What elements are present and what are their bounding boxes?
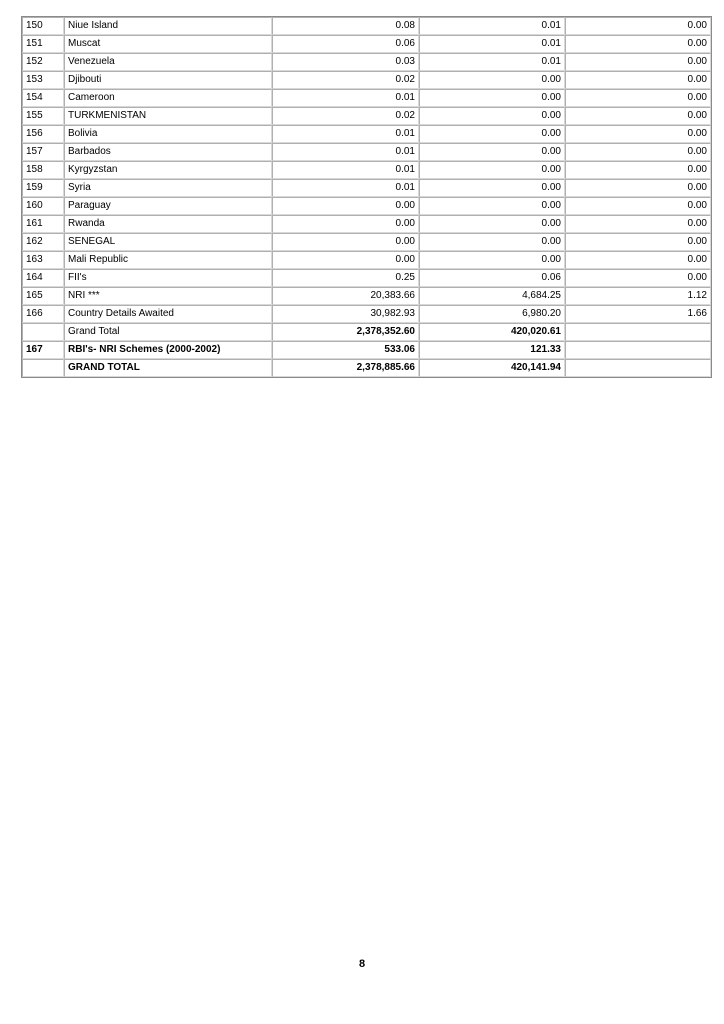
row-country-name: Syria	[64, 179, 272, 197]
row-serial-number: 165	[22, 287, 64, 305]
table-row	[22, 71, 711, 89]
row-country-name: NRI ***	[64, 287, 272, 305]
table-row	[22, 53, 711, 71]
row-country-name: FII's	[64, 269, 272, 287]
row-serial-number: 162	[22, 233, 64, 251]
row-value-1: 0.02	[272, 71, 419, 89]
row-value-1: 0.25	[272, 269, 419, 287]
table-row	[22, 215, 711, 233]
row-value-2: 0.00	[419, 197, 565, 215]
row-value-3: 0.00	[565, 107, 711, 125]
row-value-3: 1.66	[565, 305, 711, 323]
table-row	[22, 35, 711, 53]
table-body	[22, 17, 711, 377]
row-country-name: Country Details Awaited	[64, 305, 272, 323]
table-row	[22, 287, 711, 305]
row-value-1: 0.02	[272, 107, 419, 125]
table-row	[22, 89, 711, 107]
row-value-2: 0.00	[419, 233, 565, 251]
row-serial-number: 156	[22, 125, 64, 143]
row-value-3: 0.00	[565, 251, 711, 269]
table-row	[22, 125, 711, 143]
row-serial-number: 153	[22, 71, 64, 89]
row-value-2: 121.33	[419, 341, 565, 359]
row-value-1: 0.01	[272, 161, 419, 179]
row-value-3: 0.00	[565, 233, 711, 251]
row-serial-number: 161	[22, 215, 64, 233]
row-value-1: 2,378,885.66	[272, 359, 419, 377]
row-value-3: 0.00	[565, 53, 711, 71]
row-serial-number: 159	[22, 179, 64, 197]
row-serial-number	[22, 359, 64, 377]
table-row	[22, 323, 711, 341]
table-row	[22, 107, 711, 125]
table-row	[22, 269, 711, 287]
row-country-name: Rwanda	[64, 215, 272, 233]
row-country-name: Djibouti	[64, 71, 272, 89]
row-value-1: 2,378,352.60	[272, 323, 419, 341]
page-number: 8	[358, 958, 366, 970]
row-value-3: 0.00	[565, 143, 711, 161]
row-serial-number: 166	[22, 305, 64, 323]
row-value-2: 420,141.94	[419, 359, 565, 377]
data-table	[21, 16, 712, 378]
row-country-name: Niue Island	[64, 17, 272, 35]
row-value-2: 0.00	[419, 179, 565, 197]
row-value-3: 0.00	[565, 35, 711, 53]
row-value-3: 0.00	[565, 71, 711, 89]
row-value-1: 0.00	[272, 233, 419, 251]
table-row	[22, 233, 711, 251]
row-country-name: Grand Total	[64, 323, 272, 341]
row-serial-number: 155	[22, 107, 64, 125]
row-value-2: 0.00	[419, 251, 565, 269]
table-row	[22, 143, 711, 161]
row-value-1: 533.06	[272, 341, 419, 359]
row-value-3	[565, 323, 711, 341]
table-row	[22, 179, 711, 197]
row-value-3	[565, 359, 711, 377]
row-value-2: 0.00	[419, 107, 565, 125]
row-value-2: 0.00	[419, 125, 565, 143]
row-serial-number: 164	[22, 269, 64, 287]
row-country-name: TURKMENISTAN	[64, 107, 272, 125]
row-value-1: 0.00	[272, 251, 419, 269]
row-value-1: 0.01	[272, 125, 419, 143]
row-country-name: SENEGAL	[64, 233, 272, 251]
row-serial-number: 167	[22, 341, 64, 359]
row-country-name: Barbados	[64, 143, 272, 161]
row-country-name: GRAND TOTAL	[64, 359, 272, 377]
row-country-name: Bolivia	[64, 125, 272, 143]
row-serial-number: 158	[22, 161, 64, 179]
row-country-name: Venezuela	[64, 53, 272, 71]
row-value-1: 0.01	[272, 89, 419, 107]
row-value-3: 0.00	[565, 197, 711, 215]
row-value-3: 0.00	[565, 269, 711, 287]
row-value-1: 30,982.93	[272, 305, 419, 323]
row-country-name: Cameroon	[64, 89, 272, 107]
row-value-2: 0.01	[419, 53, 565, 71]
row-value-2: 0.01	[419, 35, 565, 53]
table-row	[22, 305, 711, 323]
row-serial-number: 160	[22, 197, 64, 215]
row-country-name: Muscat	[64, 35, 272, 53]
row-value-3: 0.00	[565, 179, 711, 197]
table-row	[22, 341, 711, 359]
row-country-name: Mali Republic	[64, 251, 272, 269]
row-value-3: 0.00	[565, 17, 711, 35]
row-value-3: 1.12	[565, 287, 711, 305]
row-value-1: 0.01	[272, 179, 419, 197]
row-value-2: 4,684.25	[419, 287, 565, 305]
row-value-2: 0.06	[419, 269, 565, 287]
row-value-1: 20,383.66	[272, 287, 419, 305]
row-value-2: 0.01	[419, 17, 565, 35]
row-value-2: 0.00	[419, 89, 565, 107]
table-row	[22, 17, 711, 35]
row-serial-number: 152	[22, 53, 64, 71]
row-value-2: 0.00	[419, 161, 565, 179]
row-value-3: 0.00	[565, 125, 711, 143]
row-value-3: 0.00	[565, 161, 711, 179]
row-country-name: Kyrgyzstan	[64, 161, 272, 179]
table-row	[22, 359, 711, 377]
row-country-name: Paraguay	[64, 197, 272, 215]
row-serial-number	[22, 323, 64, 341]
row-value-1: 0.06	[272, 35, 419, 53]
table-row	[22, 251, 711, 269]
table-row	[22, 197, 711, 215]
table-row	[22, 161, 711, 179]
row-serial-number: 151	[22, 35, 64, 53]
row-value-3	[565, 341, 711, 359]
row-value-1: 0.00	[272, 197, 419, 215]
row-value-1: 0.00	[272, 215, 419, 233]
row-value-3: 0.00	[565, 89, 711, 107]
row-value-2: 0.00	[419, 215, 565, 233]
row-serial-number: 157	[22, 143, 64, 161]
row-country-name: RBI's- NRI Schemes (2000-2002)	[64, 341, 272, 359]
row-serial-number: 150	[22, 17, 64, 35]
row-value-2: 0.00	[419, 143, 565, 161]
row-value-2: 0.00	[419, 71, 565, 89]
row-value-2: 420,020.61	[419, 323, 565, 341]
row-value-1: 0.01	[272, 143, 419, 161]
row-serial-number: 163	[22, 251, 64, 269]
row-value-3: 0.00	[565, 215, 711, 233]
row-value-2: 6,980.20	[419, 305, 565, 323]
row-value-1: 0.03	[272, 53, 419, 71]
row-serial-number: 154	[22, 89, 64, 107]
row-value-1: 0.08	[272, 17, 419, 35]
